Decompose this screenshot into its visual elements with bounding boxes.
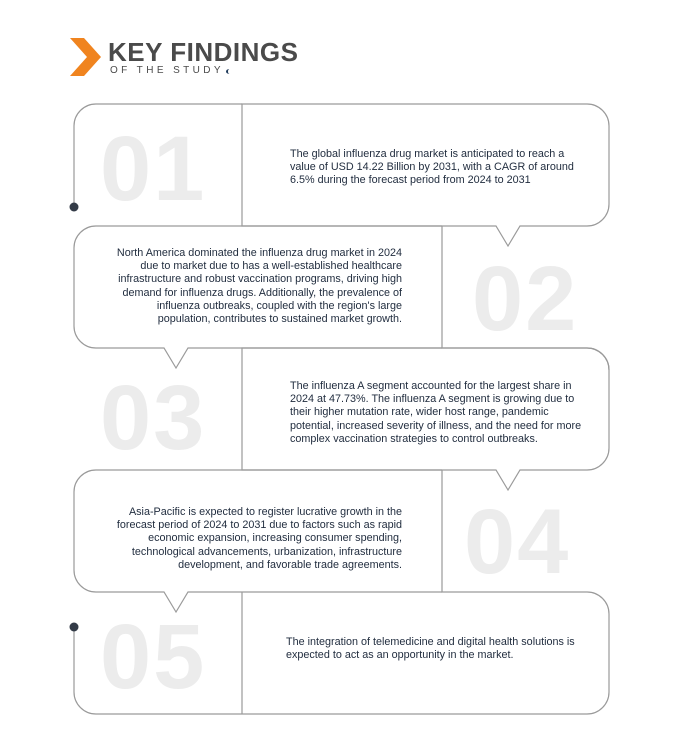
finding-number-02: 02	[472, 248, 579, 350]
finding-text-05: The integration of telemedicine and digital health solutions is expected to act as an opportunity in the market.	[286, 636, 575, 662]
finding-number-05: 05	[100, 606, 207, 708]
page-subtitle: OF THE STUDY	[110, 65, 233, 76]
finding-text-04: Asia-Pacific is expected to register lucrative growth in the forecast period of 2024 to 2031 due to factors such as rapid economic expansion, increasing consumer spending, technological advancements, urbanization, infrastructure development, and favorable trade agreements.	[116, 506, 402, 571]
finding-text-01: The global influenza drug market is anticipated to reach a value of USD 14.22 Billion by 2031, with a CAGR of around 6.5% during the forecast period from 2024 to 2031	[290, 148, 574, 187]
timeline-dot-bottom	[70, 623, 79, 632]
timeline-dot-top	[70, 203, 79, 212]
finding-text-03: The influenza A segment accounted for the largest share in 2024 at 47.73%. The influenza A segment is growing due to their higher mutation rate, wider host range, pandemic potential, increased severity of illness, and the need for more complex vaccination strategies to control outbreaks.	[290, 380, 582, 445]
finding-number-01: 01	[100, 118, 207, 220]
finding-text-02: North America dominated the influenza drug market in 2024 due to market due to has a well-established healthcare infrastructure and robust vaccination programs, driving high demand for influenza drugs. Additionally, the prevalence of influenza outbreaks, coupled with the region's large population, contributes to sustained market growth.	[116, 247, 402, 326]
finding-number-04: 04	[464, 491, 571, 593]
finding-number-03: 03	[100, 367, 207, 469]
page-title: KEY FINDINGS	[108, 37, 299, 67]
